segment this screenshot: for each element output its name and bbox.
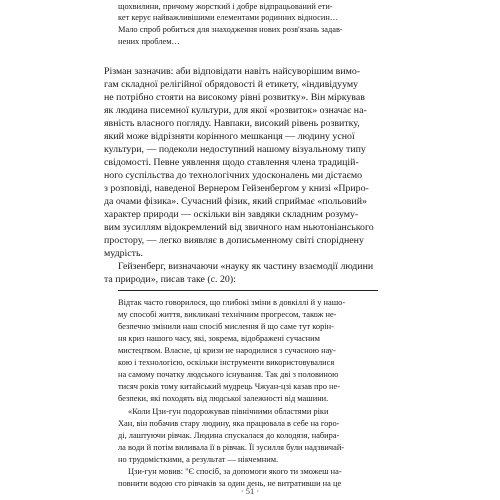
quote-line: ді, лаштуючи рівчак. Людина спускалася до колодязя, набира- xyxy=(118,431,340,440)
quote-line: Мало спроб робиться для знаходження нових розв'язань задав- xyxy=(118,25,343,34)
quote-divider xyxy=(118,290,378,291)
quote-line: кою і технологією, оскільки інструменти використовувалися xyxy=(118,358,335,367)
quote-line: но трудомісткими, а результат — нікчемним. xyxy=(118,455,279,464)
text-line: характер природи — оскільки він завдяки складним розуму- xyxy=(104,209,359,220)
quote-line: нених проблем… xyxy=(118,37,180,46)
quote-line: щохвилини, причому жорсткий і добре відпрацьований ети- xyxy=(118,2,333,11)
text-line: та природи», писав таке (с. 20): xyxy=(104,274,236,285)
quote-line: ня криз нашого часу, які, зокрема, відображені сучасним xyxy=(118,334,320,343)
quote-line: «Коли Цзи-гун подорожував північними областями ріки xyxy=(128,407,329,416)
text-line: да очами фізика». Сучасний фізик, який сприймає «польовий» xyxy=(104,196,367,207)
text-line: не потрібно стояти на високому рівні розвитку». Він міркував xyxy=(104,92,365,103)
quote-line: повнити водою сто рівчаків за один день, не витративши на це xyxy=(118,479,342,488)
text-line: вим зусиллям відокремлений від звичного нам ньютоніанського xyxy=(104,222,374,233)
quote-line: безпеки, які походять від людської залежності від машини. xyxy=(118,394,329,403)
text-line: явність власного погляду. Навпаки, високий рівень розвитку, xyxy=(104,118,360,129)
quote-line: Хан, він побачив стару людину, яка працювала в себе на горо- xyxy=(118,419,340,428)
text-line: ного суспільства до технологічних удосконалень ми дістаємо xyxy=(104,170,363,181)
quote-line: безпечно змінили наш спосіб мислення й що саме тут корін- xyxy=(118,322,334,331)
quote-line: мистецтвом. Власне, ці кризи не народилися з сучасною нау- xyxy=(118,346,336,355)
quote-line: на самому початку людського існування. Так дві з половиною xyxy=(118,370,339,379)
quote-line: кет керує найважливішими елементами родинних відносин… xyxy=(118,13,339,22)
text-line: Різман зазначив: аби відповідати навіть найсуворішим вимо- xyxy=(104,66,361,77)
quote-line: Відтак часто говорилося, що глибокі зміни в довкіллі й у нашо- xyxy=(118,298,346,307)
text-line: мудрість. xyxy=(104,248,143,259)
text-line: як людина писемної культури, для якої «розвиток» означає на- xyxy=(104,105,367,116)
quote-line: тисяч років тому китайський мудрець Чжуан-цзі казав про не- xyxy=(118,382,340,391)
text-line: з розповіді, наведеної Вернером Гейзенбергом у книзі «Приро- xyxy=(104,183,369,194)
text-line: гам складної релігійної обрядовості й етикету, «індивідууму xyxy=(104,79,359,90)
text-line: який може відрізняти корінного мешканця — людину усної xyxy=(104,131,355,142)
text-line: Гейзенберг, визначаючи «науку як частину взаємодії людини xyxy=(118,261,374,272)
quote-line: Цзи-гун мовив: "Є спосіб, за допомоги якого ти зможеш на- xyxy=(128,467,342,476)
quote-line: му способі життя, викликані технічним прогресом, також не- xyxy=(118,310,337,319)
page-number: · 51 · xyxy=(240,486,260,496)
text-line: свідомості. Певне уявлення щодо ставлення члена традицій- xyxy=(104,157,359,168)
quote-line: ла води й потім виливала її в рівчак. Її зусилля були надзвичай- xyxy=(118,443,345,452)
text-line: простору, — легко виявляє в дописьменному світі споріднену xyxy=(104,235,364,246)
text-line: культури, — подеколи недоступний нашому візуальному типу xyxy=(104,144,366,155)
